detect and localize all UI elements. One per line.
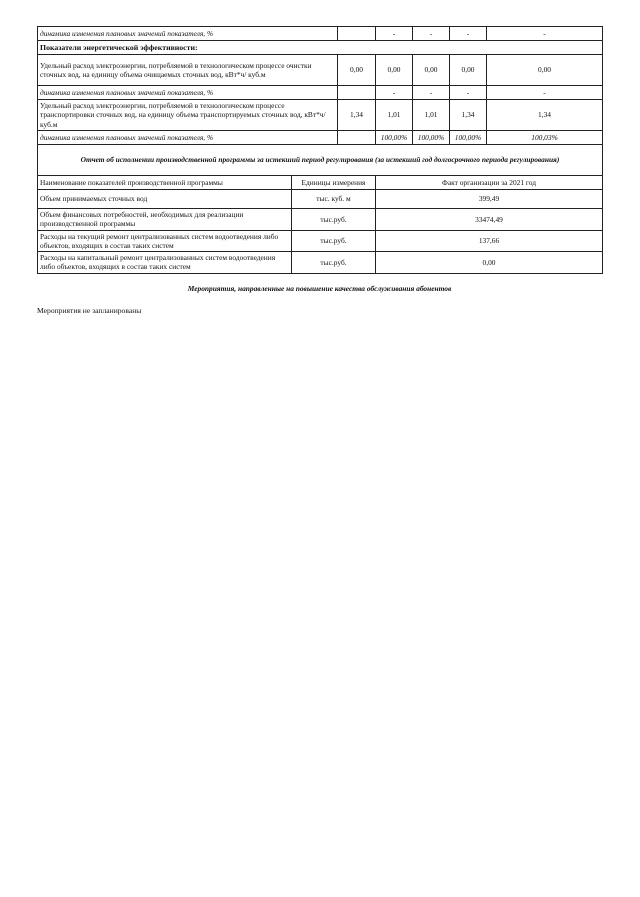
table-row: Расходы на капитальный ремонт централизованных систем водоотведения либо объектов, входящих в состав таких систем тыс.руб. 0,00 xyxy=(38,252,603,274)
document-page xyxy=(37,26,602,315)
dynamics-row: динамика изменения плановых значений показателя, % - - - - xyxy=(38,27,603,41)
section-title: Показатели энергетической эффективности: xyxy=(38,41,603,55)
dynamics-row: динамика изменения плановых значений показателя, % - - - - xyxy=(38,86,603,100)
row-label: динамика изменения плановых значений показателя, % xyxy=(38,131,338,145)
report-title: Отчет об исполнении производственной программы за истекший период регулирования (за истекший год долгосрочного периода регулирования) xyxy=(38,145,603,176)
dynamics-row: динамика изменения плановых значений показателя, % 100,00% 100,00% 100,00% 100,03% xyxy=(38,131,603,145)
row-label: динамика изменения плановых значений показателя, % xyxy=(38,27,338,41)
measures-caption: Мероприятия, направленные на повышение качества обслуживания абонентов xyxy=(187,283,452,293)
row-label: динамика изменения плановых значений показателя, % xyxy=(38,86,338,100)
row-label: Удельный расход электроэнергии, потребляемой в технологическом процессе очистки сточных вод, на единицу объема очищаемых сточных вод, кВт*ч/ куб.м xyxy=(38,55,338,86)
table-row: Объем финансовых потребностей, необходимых для реализации производственной программы тыс.руб. 33474,49 xyxy=(38,209,603,231)
indicators-table xyxy=(37,26,603,176)
table-row: Объем принимаемых сточных вод тыс. куб. м 399,49 xyxy=(38,190,603,209)
table-row: Расходы на текущий ремонт централизованных систем водоотведения либо объектов, входящих в состав таких систем тыс.руб. 137,66 xyxy=(38,230,603,252)
header-units: Единицы измерения xyxy=(292,176,376,190)
row-label: Удельный расход электроэнергии, потребляемой в технологическом процессе транспортировки сточных вод, на единицу объема транспортируемых сточных вод, кВт*ч/ куб.м xyxy=(38,100,338,131)
indicator-row: Удельный расход электроэнергии, потребляемой в технологическом процессе очистки сточных вод, на единицу объема очищаемых сточных вод, кВт*ч/ куб.м 0,00 0,00 0,00 0,00 0,00 xyxy=(38,55,603,86)
section-header-row xyxy=(38,41,603,55)
header-fact: Факт организации за 2021 год xyxy=(376,176,603,190)
indicator-row: Удельный расход электроэнергии, потребляемой в технологическом процессе транспортировки сточных вод, на единицу объема транспортируемых сточных вод, кВт*ч/ куб.м 1,34 1,01 1,01 1,34 1,34 xyxy=(38,100,603,131)
measures-note: Мероприятия не запланированы xyxy=(37,305,142,315)
report-table xyxy=(37,176,603,274)
report-header-row xyxy=(38,176,603,190)
report-title-row xyxy=(38,145,603,176)
header-indicator: Наименование показателей производственной программы xyxy=(38,176,292,190)
